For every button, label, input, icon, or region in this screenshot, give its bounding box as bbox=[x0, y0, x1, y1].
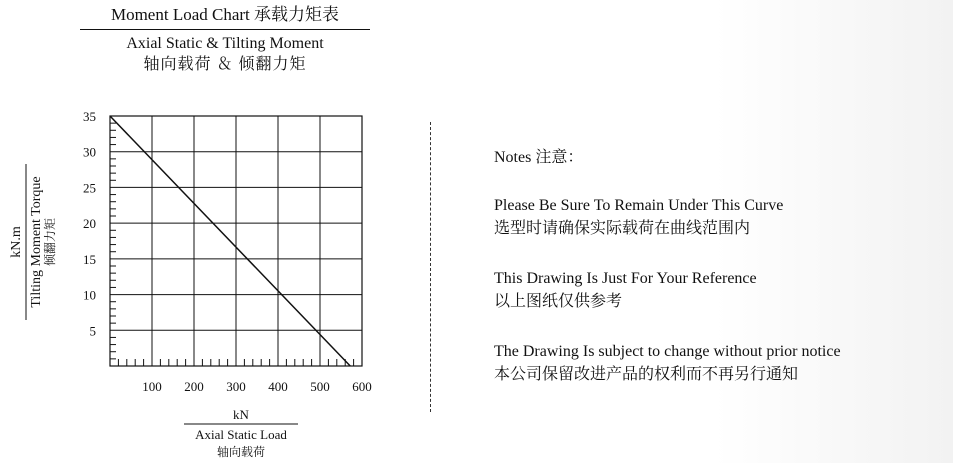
y-tick-label: 10 bbox=[83, 287, 96, 303]
note-3-cn: 本公司保留改进产品的权利而不再另行通知 bbox=[494, 366, 799, 383]
x-tick-label: 100 bbox=[142, 379, 162, 394]
x-axis-name-cn: 轴向载荷 bbox=[216, 445, 266, 459]
notes-heading: Notes 注意： bbox=[494, 149, 584, 166]
y-tick-label: 25 bbox=[83, 180, 96, 196]
y-axis-title bbox=[9, 164, 57, 320]
chart-grid bbox=[110, 116, 362, 366]
moment-curve-line bbox=[110, 116, 350, 366]
y-tick-label: 5 bbox=[89, 323, 96, 339]
x-axis-title bbox=[184, 407, 298, 459]
note-1-cn: 选型时请确保实际载荷在曲线范围内 bbox=[494, 220, 751, 237]
x-axis-unit: kN bbox=[233, 407, 249, 422]
note-2-cn: 以上图纸仅供参考 bbox=[494, 293, 623, 310]
y-tick-label: 35 bbox=[83, 109, 96, 124]
y-axis-unit: kN.m bbox=[9, 226, 24, 258]
note-item bbox=[494, 267, 949, 313]
dashed-divider bbox=[430, 122, 431, 412]
y-tick-label: 15 bbox=[83, 251, 96, 267]
note-item bbox=[494, 340, 949, 386]
note-1-en: Please Be Sure To Remain Under This Curve bbox=[494, 197, 784, 214]
x-tick-label: 400 bbox=[268, 379, 288, 394]
x-axis-name: Axial Static Load bbox=[195, 427, 287, 442]
chart-subtitle-en: Axial Static & Tilting Moment bbox=[126, 35, 324, 52]
y-tick-label: 20 bbox=[83, 216, 96, 232]
notes-panel bbox=[494, 146, 949, 413]
chart-subtitle-cn: 轴向载荷 ＆ 倾翻力矩 bbox=[143, 56, 307, 73]
note-2-en: This Drawing Is Just For Your Reference bbox=[494, 270, 757, 287]
chart-title: Moment Load Chart 承载力矩表 bbox=[110, 5, 340, 24]
x-tick-label: 300 bbox=[226, 379, 246, 394]
x-tick-label: 500 bbox=[310, 379, 330, 394]
note-3-en: The Drawing Is subject to change without prior notice bbox=[494, 343, 841, 360]
y-tick-label: 30 bbox=[83, 144, 96, 160]
y-axis-name: Tilting Moment Torque bbox=[29, 176, 44, 308]
chart-ticks bbox=[110, 123, 354, 366]
note-item bbox=[494, 194, 949, 240]
y-axis-name-cn: 倾翻力矩 bbox=[43, 217, 57, 267]
moment-load-chart bbox=[0, 0, 420, 463]
chart-series bbox=[110, 116, 350, 366]
x-tick-label: 200 bbox=[184, 379, 204, 394]
x-tick-label: 600 bbox=[352, 379, 372, 394]
